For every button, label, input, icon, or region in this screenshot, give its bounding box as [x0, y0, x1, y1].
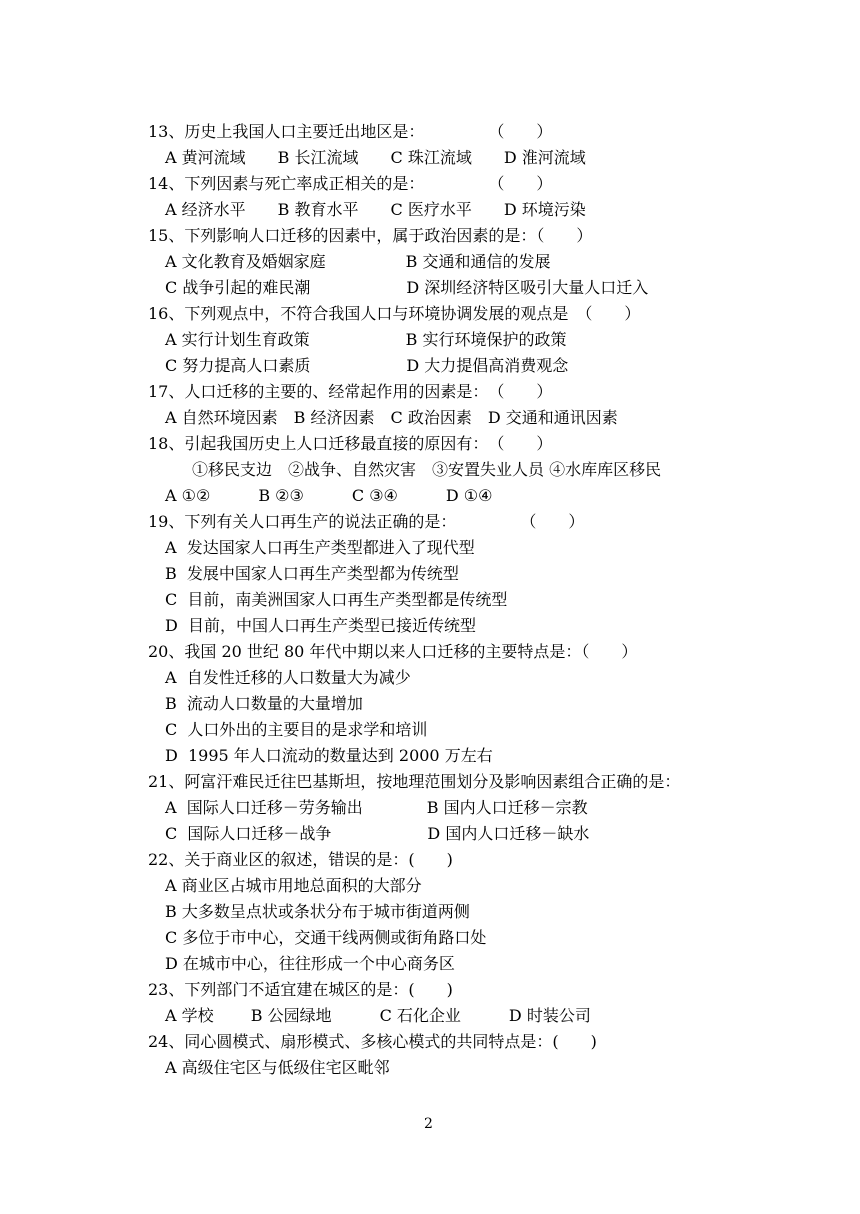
- line-q19-c: C 目前，南美洲国家人口再生产类型都是传统型: [165, 590, 508, 609]
- line-q16-options-cd: C 努力提高人口素质 D 大力提倡高消费观念: [165, 356, 569, 375]
- line-q15-options-cd: C 战争引起的难民潮 D 深圳经济特区吸引大量人口迁入: [165, 278, 649, 297]
- line-q20-b: B 流动人口数量的大量增加: [165, 694, 363, 713]
- line-q23: 23、下列部门不适宜建在城区的是：( ): [148, 980, 453, 999]
- line-q20-c: C 人口外出的主要目的是求学和培训: [165, 720, 428, 739]
- line-q13-options: A 黄河流域 B 长江流域 C 珠江流域 D 淮河流域: [165, 148, 586, 167]
- line-q18-items: ①移民支边 ②战争、自然灾害 ③安置失业人员 ④水库库区移民: [192, 460, 662, 479]
- line-q21-options-cd: C 国际人口迁移－战争 D 国内人口迁移－缺水: [165, 824, 590, 843]
- line-q20-d: D 1995 年人口流动的数量达到 2000 万左右: [165, 746, 493, 765]
- line-q20: 20、我国 20 世纪 80 年代中期以来人口迁移的主要特点是：（ ）: [148, 642, 638, 661]
- line-q22: 22、关于商业区的叙述，错误的是：( ): [148, 850, 453, 869]
- line-q17: 17、人口迁移的主要的、经常起作用的因素是： （ ）: [148, 382, 553, 401]
- line-q22-b: B 大多数呈点状或条状分布于城市街道两侧: [165, 902, 470, 921]
- line-q15: 15、下列影响人口迁移的因素中，属于政治因素的是：（ ）: [148, 226, 593, 245]
- line-q19-b: B 发展中国家人口再生产类型都为传统型: [165, 564, 459, 583]
- line-q20-a: A 自发性迁移的人口数量大为减少: [165, 668, 411, 687]
- line-q16-options-ab: A 实行计划生育政策 B 实行环境保护的政策: [165, 330, 567, 349]
- line-q14: 14、下列因素与死亡率成正相关的是： （ ）: [148, 174, 553, 193]
- line-q19: 19、下列有关人口再生产的说法正确的是： （ ）: [148, 512, 585, 531]
- line-q19-a: A 发达国家人口再生产类型都进入了现代型: [165, 538, 475, 557]
- line-q24: 24、同心圆模式、扇形模式、多核心模式的共同特点是：( ): [148, 1032, 597, 1051]
- line-q19-d: D 目前，中国人口再生产类型已接近传统型: [165, 616, 477, 635]
- line-q24-a: A 高级住宅区与低级住宅区毗邻: [165, 1058, 390, 1077]
- line-q16: 16、下列观点中，不符合我国人口与环境协调发展的观点是 （ ）: [148, 304, 641, 323]
- line-q21: 21、阿富汗难民迁往巴基斯坦，按地理范围划分及影响因素组合正确的是：: [148, 772, 681, 791]
- line-q22-d: D 在城市中心，往往形成一个中心商务区: [165, 954, 455, 973]
- line-q22-a: A 商业区占城市用地总面积的大部分: [165, 876, 422, 895]
- line-q18: 18、引起我国历史上人口迁移最直接的原因有： （ ）: [148, 434, 553, 453]
- line-q21-options-ab: A 国际人口迁移－劳务输出 B 国内人口迁移－宗教: [165, 798, 588, 817]
- page-number: 2: [424, 1116, 433, 1132]
- line-q23-options: A 学校 B 公园绿地 C 石化企业 D 时装公司: [165, 1006, 591, 1025]
- line-q14-options: A 经济水平 B 教育水平 C 医疗水平 D 环境污染: [165, 200, 586, 219]
- line-q15-options-ab: A 文化教育及婚姻家庭 B 交通和通信的发展: [165, 252, 551, 271]
- line-q18-options: A ①② B ②③ C ③④ D ①④: [165, 486, 493, 505]
- line-q17-options: A 自然环境因素 B 经济因素 C 政治因素 D 交通和通讯因素: [165, 408, 618, 427]
- line-q22-c: C 多位于市中心，交通干线两侧或街角路口处: [165, 928, 487, 947]
- line-q13: 13、历史上我国人口主要迁出地区是： （ ）: [148, 122, 553, 141]
